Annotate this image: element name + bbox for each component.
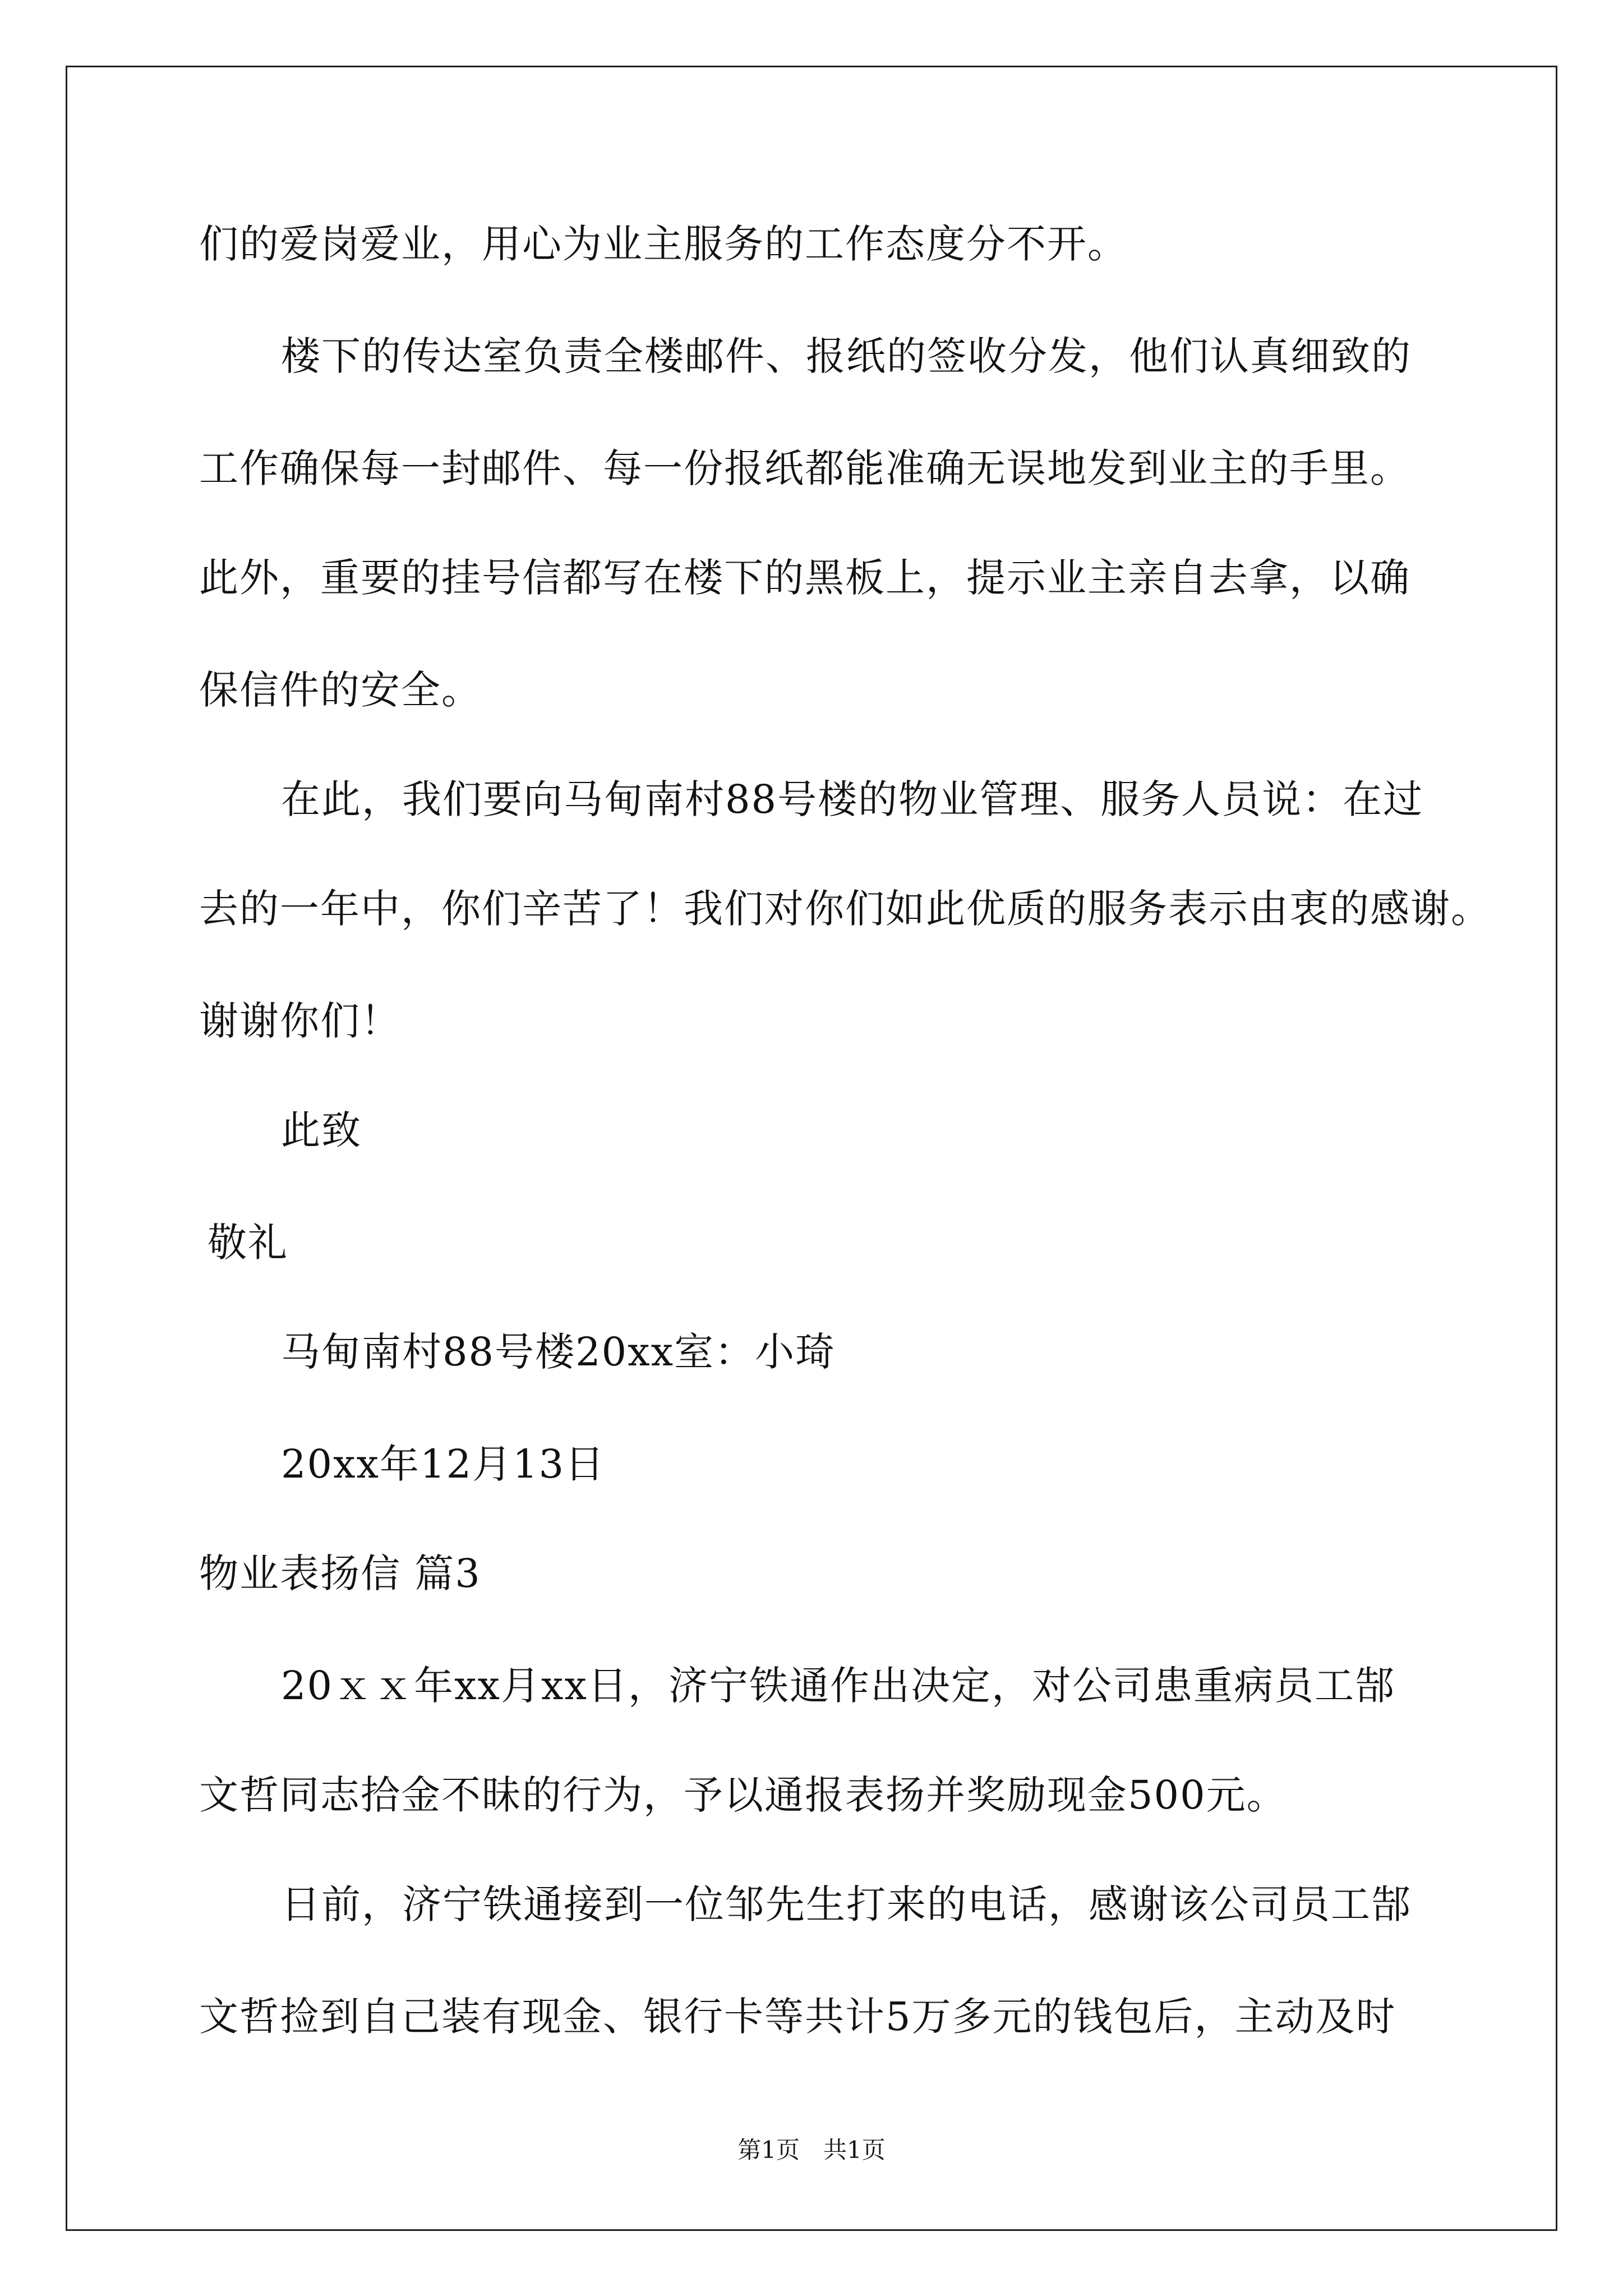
paragraph-line: 楼下的传达室负责全楼邮件、报纸的签收分发，他们认真细致的 (281, 333, 1412, 379)
paragraph-line: 去的一年中，你们辛苦了！我们对你们如此优质的服务表示由衷的感谢。 (199, 886, 1491, 932)
paragraph-line: 此外，重要的挂号信都写在楼下的黑板上，提示业主亲自去拿，以确 (199, 555, 1410, 601)
signature-line: 马甸南村88号楼20xx室：小琦 (281, 1329, 836, 1375)
page-footer: 第1页 共1页 (737, 2136, 886, 2164)
paragraph-line: 文哲捡到自己装有现金、银行卡等共计5万多元的钱包后，主动及时 (199, 1994, 1396, 2040)
paragraph-line: 文哲同志拾金不昧的行为，予以通报表扬并奖励现金500元。 (199, 1772, 1287, 1818)
paragraph-line: 在此，我们要向马甸南村88号楼的物业管理、服务人员说：在过 (281, 776, 1424, 822)
salutation-line: 此致 (281, 1107, 362, 1153)
paragraph-line: 保信件的安全。 (199, 667, 482, 713)
salutation-line: 敬礼 (208, 1220, 288, 1266)
section-heading: 物业表扬信 篇3 (199, 1550, 481, 1596)
paragraph-line: 日前，济宁铁通接到一位邹先生打来的电话，感谢该公司员工郜 (281, 1881, 1412, 1927)
paragraph-line: 谢谢你们！ (199, 998, 401, 1044)
paragraph-line: 20ｘｘ年xx月xx日，济宁铁通作出决定，对公司患重病员工郜 (281, 1663, 1395, 1709)
paragraph-line: 工作确保每一封邮件、每一份报纸都能准确无误地发到业主的手里。 (199, 445, 1410, 491)
paragraph-line: 们的爱岗爱业，用心为业主服务的工作态度分不开。 (199, 221, 1128, 267)
date-line: 20xx年12月13日 (281, 1441, 606, 1487)
